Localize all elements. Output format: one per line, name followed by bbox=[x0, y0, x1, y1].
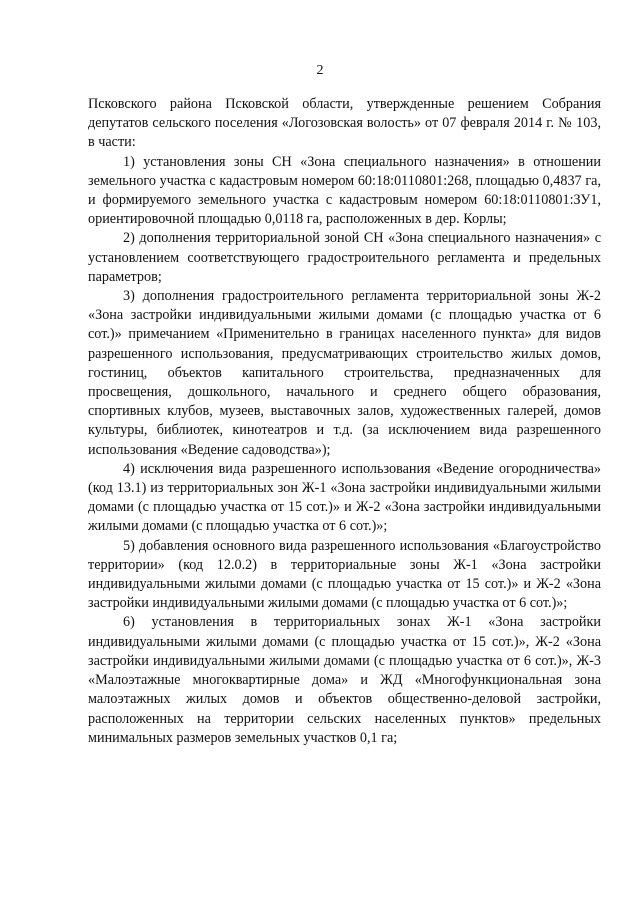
list-item-1: 1) установления зоны СН «Зона специального назначения» в отношении земельного участка с кадастровым номером 60:18:0110801:268, площадью 0,4837 га, и формируемого земельного участка с кадастровым номером 60:18:0110801:ЗУ1, ориентировочной площадью 0,0118 га, расположенных в дер. Корлы; bbox=[88, 153, 601, 228]
list-item-4: 4) исключения вида разрешенного использования «Ведение огородничества» (код 13.1) из территориальных зон Ж-1 «Зона застройки индивидуальными жилыми домами (с площадью участка от 15 сот.)» и Ж-2 «Зона застройки индивидуальными жилыми домами (с площадью участка от 6 сот.)»; bbox=[88, 460, 601, 535]
list-item-3: 3) дополнения градостроительного регламента территориальной зоны Ж-2 «Зона застройки индивидуальными жилыми домами (с площадью участка от 6 сот.)» примечанием «Применительно в границах населенного пункта» для видов разрешенного использования, предусматривающих строительство жилых домов, гостиниц, объектов капитального строительства, предназначенных для просвещения, дошкольного, начального и среднего общего образования, спортивных клубов, музеев, выставочных залов, художественных галерей, домов культуры, библиотек, кинотеатров и т.д. (за исключением вида разрешенного использования «Ведение садоводства»); bbox=[88, 288, 601, 458]
list-item-2: 2) дополнения территориальной зоной СН «Зона специального назначения» с установлением соответствующего градостроительного регламента и предельных параметров; bbox=[88, 230, 601, 285]
list-item-6: 6) установления в территориальных зонах Ж-1 «Зона застройки индивидуальными жилыми домами (с площадью участка от 15 сот.)», Ж-2 «Зона застройки индивидуальными жилыми домами (с площадью участка от 6 сот.)», Ж-3 «Малоэтажные многоквартирные дома» и ЖД «Многофункциональная зона малоэтажных жилых домов и объектов общественно-деловой застройки, расположенных на территории сельских населенных пунктов» предельных минимальных размеров земельных участков 0,1 га; bbox=[88, 614, 601, 746]
document-body bbox=[88, 95, 601, 748]
list-item-5: 5) добавления основного вида разрешенного использования «Благоустройство территории» (код 12.0.2) в территориальные зоны Ж-1 «Зона застройки индивидуальными жилыми домами (с площадью участка от 15 сот.)» и Ж-2 «Зона застройки индивидуальными жилыми домами (с площадью участка от 6 сот.)»; bbox=[88, 537, 601, 612]
page-number: 2 bbox=[316, 63, 324, 78]
intro-paragraph: Псковского района Псковской области, утвержденные решением Собрания депутатов сельского поселения «Логозовская волость» от 07 февраля 2014 г. № 103, в части: bbox=[88, 96, 601, 151]
